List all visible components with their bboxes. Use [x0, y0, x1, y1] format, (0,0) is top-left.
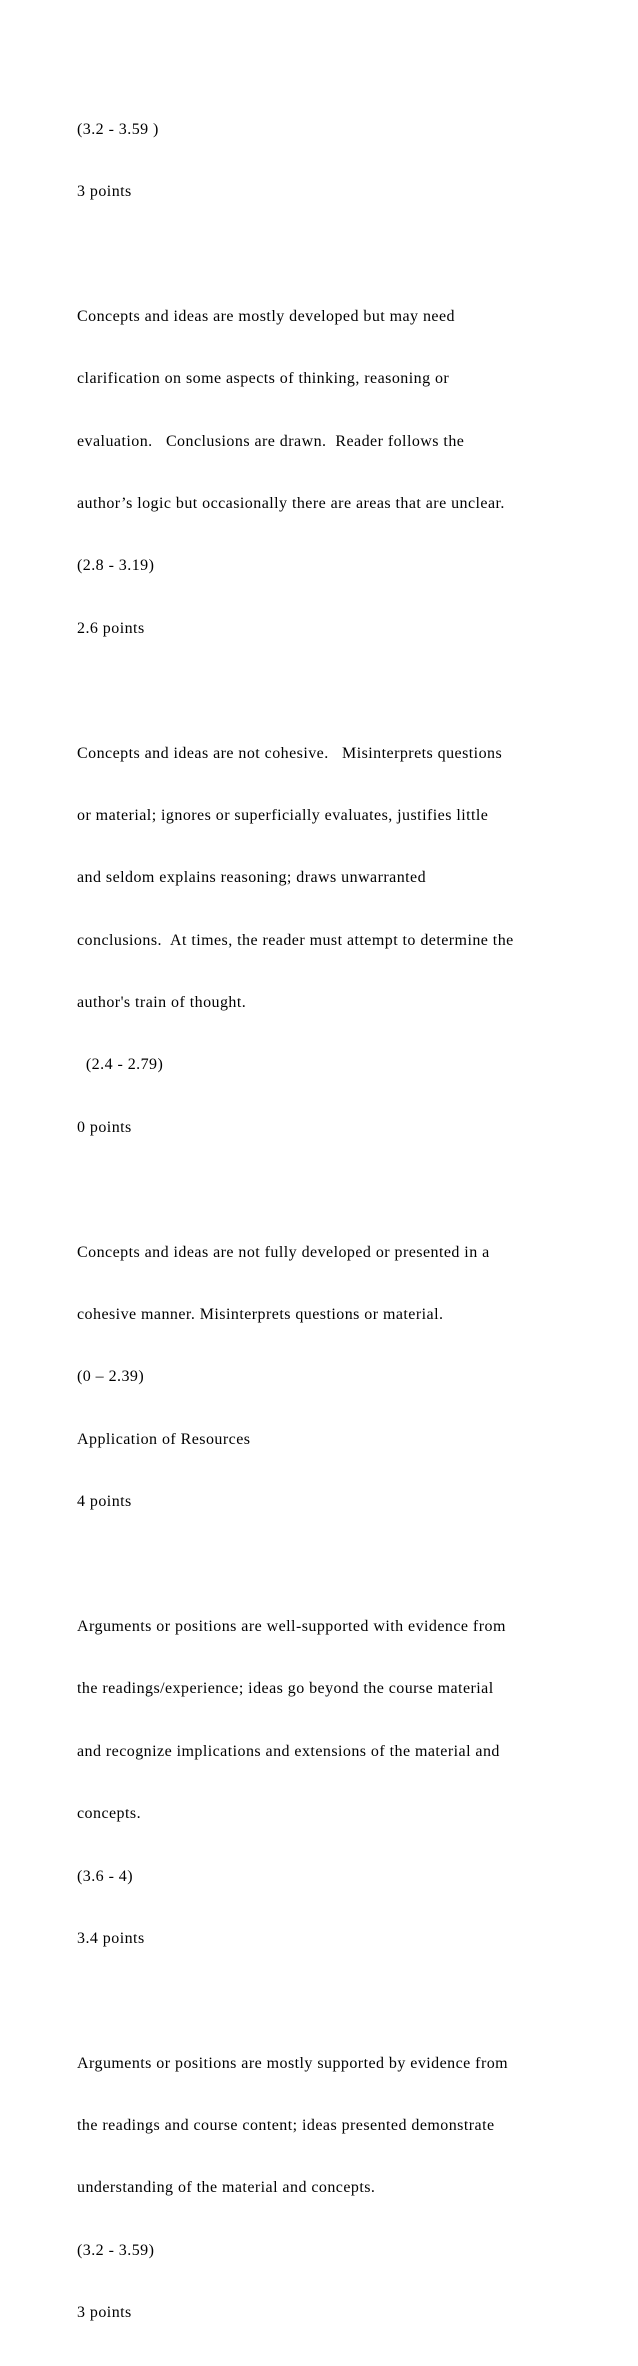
criterion-text-line: evaluation. Conclusions are drawn. Reader follows the [77, 432, 465, 450]
score-range-line: (2.4 - 2.79) [77, 1056, 164, 1074]
rubric-text [77, 78, 617, 2366]
score-range-line: (2.8 - 3.19) [77, 557, 155, 575]
score-range-line: (3.2 - 3.59 ) [77, 120, 159, 138]
score-range-line: (0 – 2.39) [77, 1368, 145, 1386]
points-line: 0 points [77, 1118, 132, 1136]
score-range-line: (3.2 - 3.59) [77, 2241, 155, 2259]
criterion-text-line: Arguments or positions are well-supported with evidence from [77, 1617, 506, 1635]
criterion-text-line: author's train of thought. [77, 994, 247, 1012]
criterion-text-line: Concepts and ideas are not fully developed or presented in a [77, 1243, 490, 1261]
blank-line [77, 1180, 617, 1201]
criterion-text-line: Arguments or positions are mostly supported by evidence from [77, 2054, 509, 2072]
points-line: 4 points [77, 1493, 132, 1511]
criterion-text-line: Concepts and ideas are not cohesive. Misinterprets questions [77, 744, 503, 762]
points-line: 2.6 points [77, 619, 145, 637]
criterion-text-line: author’s logic but occasionally there are areas that are unclear. [77, 494, 505, 512]
criterion-text-line: the readings/experience; ideas go beyond the course material [77, 1680, 494, 1698]
blank-line [77, 244, 617, 265]
points-line: 3 points [77, 182, 132, 200]
criterion-text-line: or material; ignores or superficially evaluates, justifies little [77, 806, 489, 824]
criterion-text-line: understanding of the material and concepts. [77, 2179, 376, 2197]
criterion-text-line: cohesive manner. Misinterprets questions or material. [77, 1306, 444, 1324]
criterion-text-line: concepts. [77, 1805, 142, 1823]
blank-line [77, 681, 617, 702]
points-line: 3.4 points [77, 1929, 145, 1947]
criterion-text-line: clarification on some aspects of thinking, reasoning or [77, 370, 450, 388]
points-line: 3 points [77, 2304, 132, 2322]
blank-line [77, 1555, 617, 1576]
criterion-text-line: and seldom explains reasoning; draws unwarranted [77, 869, 427, 887]
score-range-line: (3.6 - 4) [77, 1867, 134, 1885]
section-heading: Application of Resources [77, 1430, 251, 1448]
criterion-text-line: and recognize implications and extensions of the material and [77, 1742, 500, 1760]
criterion-text-line: the readings and course content; ideas presented demonstrate [77, 2117, 495, 2135]
blank-line [77, 1991, 617, 2012]
criterion-text-line: Concepts and ideas are mostly developed but may need [77, 307, 455, 325]
criterion-text-line: conclusions. At times, the reader must attempt to determine the [77, 931, 514, 949]
